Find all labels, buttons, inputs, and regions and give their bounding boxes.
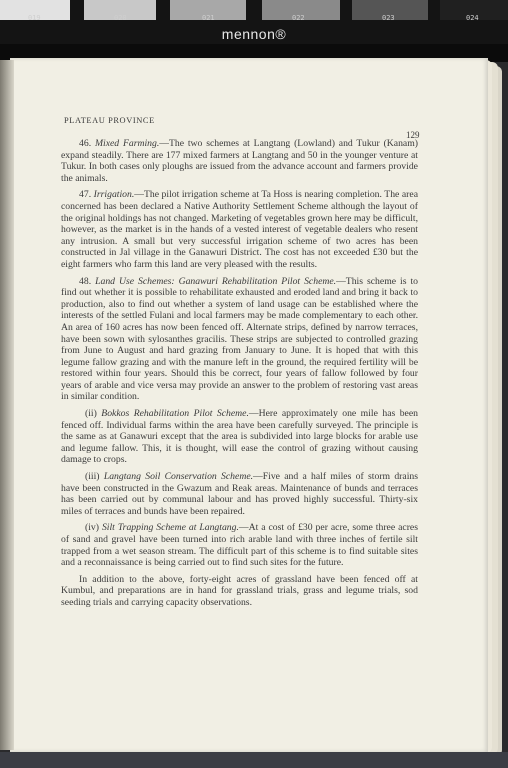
paragraph-iv: (iv) Silt Trapping Scheme at Langtang.—At a cost of £30 per acre, some three acres of sand and gravel have been turned into rich arable land with three inches of fertile silt trapped from a wet season stream. The difficult part of this scheme is to find suitable sites and a reconnaissance is being carried out to find such sites for the future.	[61, 522, 418, 569]
chip-number-023: 023	[382, 14, 395, 22]
book-gutter	[0, 60, 14, 750]
paragraph-46: 46. Mixed Farming.—The two schemes at Langtang (Lowland) and Tukur (Kanam) expand steadily. There are 177 mixed farmers at Langtang and 50 in the younger venture at Tukur. In both cases only ploughs are issued from the advance account and farmers provide the animals.	[61, 138, 418, 184]
page-body	[61, 138, 418, 614]
paragraph-ii: (ii) Bokkos Rehabilitation Pilot Scheme.—Here approximately one mile has been fenced off. Individual farms within the area have been carefully surveyed. The principle is the same as at Ganawuri except that the area is subdivided into large blocks for arable use and legume fallow. This, it is thought, will ease the control of grazing without causing damage to crops.	[61, 408, 418, 466]
page-number: 129	[406, 130, 420, 140]
table-surface	[0, 752, 508, 768]
chip-number-019: 019	[28, 14, 41, 22]
brand-logo: mennon®	[221, 26, 287, 42]
paragraph-47: 47. Irrigation.—The pilot irrigation scheme at Ta Hoss is nearing completion. The area concerned has been declared a Native Authority Settlement Scheme although the layout of the original holdings has not changed. Marketing of vegetables grown here may be difficult, however, as the market is in the hands of a vested interest of vegetable dealers who resent any intrusion. A small but very successful irrigation scheme of two acres has been constructed in Jal village in the Ganawuri District. The cost has not exceeded £30 but the eight farmers who farm this land are very pleased with the results.	[61, 189, 418, 270]
chip-number-020: 020	[114, 14, 127, 22]
chip-number-024: 024	[466, 14, 479, 22]
paragraph-iii: (iii) Langtang Soil Conservation Scheme.—Five and a half miles of storm drains have been constructed in the Gwazum and Reak areas. Maintenance of bunds and terraces has been carried out by communal labour and has proved highly successful. Thirty-six miles of terraces and bunds have been repaired.	[61, 471, 419, 517]
paragraph-addition: In addition to the above, forty-eight acres of grassland have been fenced off at Kumbul, and preparations are in hand for grassland trials, grass and legume trials, sod seeding trials and carrying capacity observations.	[61, 573, 418, 608]
paragraph-48: 48. Land Use Schemes: Ganawuri Rehabilitation Pilot Scheme.—This scheme is to find out whether it is possible to rehabilitate exhausted and eroded land and bring it back to production, also to find out whether a system of land usage can be established where the interests of the settled Fulani and local farmers may be made complementary to each other. An area of 160 acres has now been fenced off. Alternate strips, defined by narrow terraces, have been sown with sylosanthes gracilis. These strips are subjected to controlled grazing from June to August and hard grazing from January to June. It is hoped that with this legume fallow grazing and with the manure left in the ground, the required fertility will be restored within four years. Should this be correct, four years of fallow followed by four years of arable and vice versa may provide an answer to the problem of restoring vast areas in similar condition.	[61, 275, 418, 403]
chip-number-021: 021	[202, 14, 215, 22]
running-header: PLATEAU PROVINCE	[64, 116, 155, 125]
chip-number-022: 022	[292, 14, 305, 22]
